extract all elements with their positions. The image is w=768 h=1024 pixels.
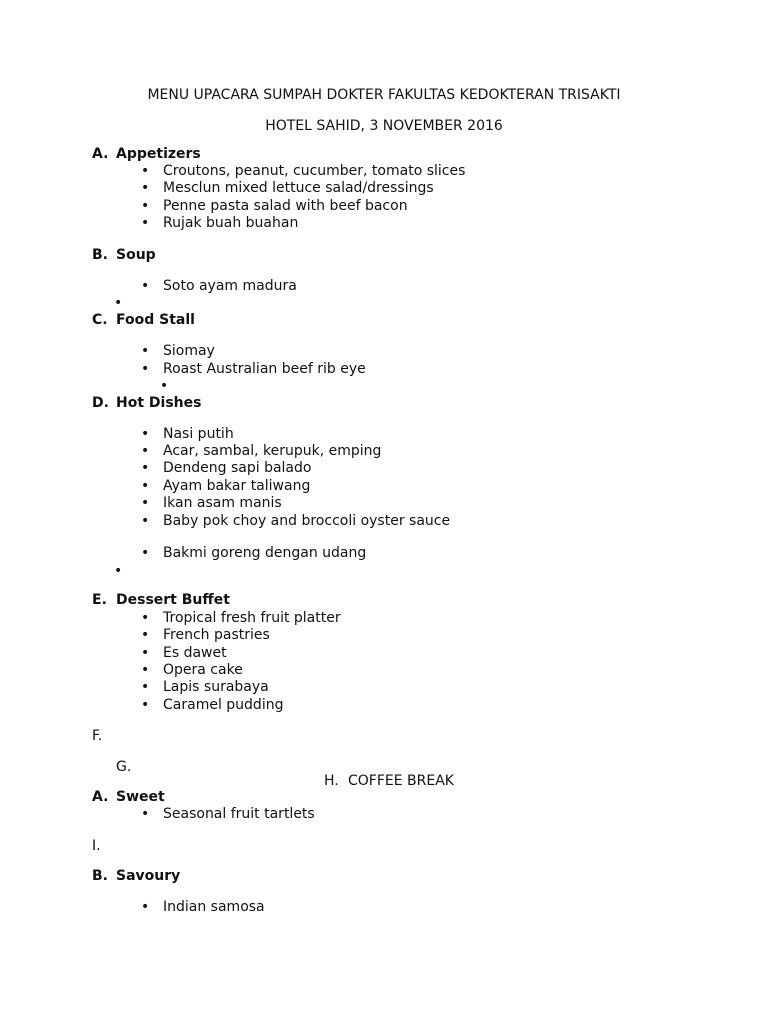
list-item: • Ayam bakar taliwang xyxy=(141,478,310,495)
list-item: • Ikan asam manis xyxy=(141,495,282,512)
section-heading-hot-dishes xyxy=(92,395,201,412)
list-item: • Roast Australian beef rib eye xyxy=(141,361,366,378)
stray-marker-f: F. xyxy=(92,728,103,744)
list-item: • Siomay xyxy=(141,343,215,360)
section-label: Food Stall xyxy=(116,312,195,328)
section-letter: C. xyxy=(92,312,108,328)
section-letter: B. xyxy=(92,868,108,884)
section-letter: E. xyxy=(92,592,107,608)
section-letter: A. xyxy=(92,146,109,162)
list-item: • Croutons, peanut, cucumber, tomato slices xyxy=(141,163,465,180)
section-label: Savoury xyxy=(116,868,181,884)
list-item: • Penne pasta salad with beef bacon xyxy=(141,198,408,215)
list-item: • Dendeng sapi balado xyxy=(141,460,311,477)
empty-bullet: • xyxy=(114,563,123,579)
list-item: • Soto ayam madura xyxy=(141,278,297,295)
empty-bullet: • xyxy=(114,295,123,311)
list-item: • Es dawet xyxy=(141,645,227,662)
section-label: Appetizers xyxy=(116,146,201,162)
section-letter: B. xyxy=(92,247,108,263)
section-heading-food-stall xyxy=(92,312,195,329)
section-heading-soup xyxy=(92,247,156,264)
stray-marker-i: I. xyxy=(92,838,101,854)
section-heading-sweet xyxy=(92,789,165,806)
section-letter: H. xyxy=(324,773,339,789)
list-item: • Opera cake xyxy=(141,662,243,679)
list-item: • Indian samosa xyxy=(141,899,265,916)
section-label: Soup xyxy=(116,247,156,263)
list-item: • Nasi putih xyxy=(141,426,234,443)
list-item: • Mesclun mixed lettuce salad/dressings xyxy=(141,180,434,197)
coffee-break-heading xyxy=(324,773,454,790)
list-item: • Rujak buah buahan xyxy=(141,215,298,232)
list-item: • Seasonal fruit tartlets xyxy=(141,806,315,823)
section-label: Hot Dishes xyxy=(116,395,202,411)
list-item: • Bakmi goreng dengan udang xyxy=(141,545,366,562)
section-letter: D. xyxy=(92,395,109,411)
page-subtitle: HOTEL SAHID, 3 NOVEMBER 2016 xyxy=(265,118,503,134)
section-label: COFFEE BREAK xyxy=(348,773,454,789)
section-label: Sweet xyxy=(116,789,165,805)
section-label: Dessert Buffet xyxy=(116,592,230,608)
list-item: • Baby pok choy and broccoli oyster sauce xyxy=(141,513,450,530)
list-item: • Tropical fresh fruit platter xyxy=(141,610,341,627)
section-heading-dessert-buffet xyxy=(92,592,230,609)
section-letter: A. xyxy=(92,789,109,805)
list-item: • Caramel pudding xyxy=(141,697,283,714)
list-item: • Lapis surabaya xyxy=(141,679,269,696)
stray-marker-g: G. xyxy=(116,759,132,775)
list-item: • French pastries xyxy=(141,627,270,644)
section-heading-appetizers xyxy=(92,146,201,163)
section-heading-savoury xyxy=(92,868,180,885)
page-title: MENU UPACARA SUMPAH DOKTER FAKULTAS KEDOKTERAN TRISAKTI xyxy=(147,87,621,103)
list-item: • Acar, sambal, kerupuk, emping xyxy=(141,443,381,460)
empty-bullet: • xyxy=(160,378,169,394)
